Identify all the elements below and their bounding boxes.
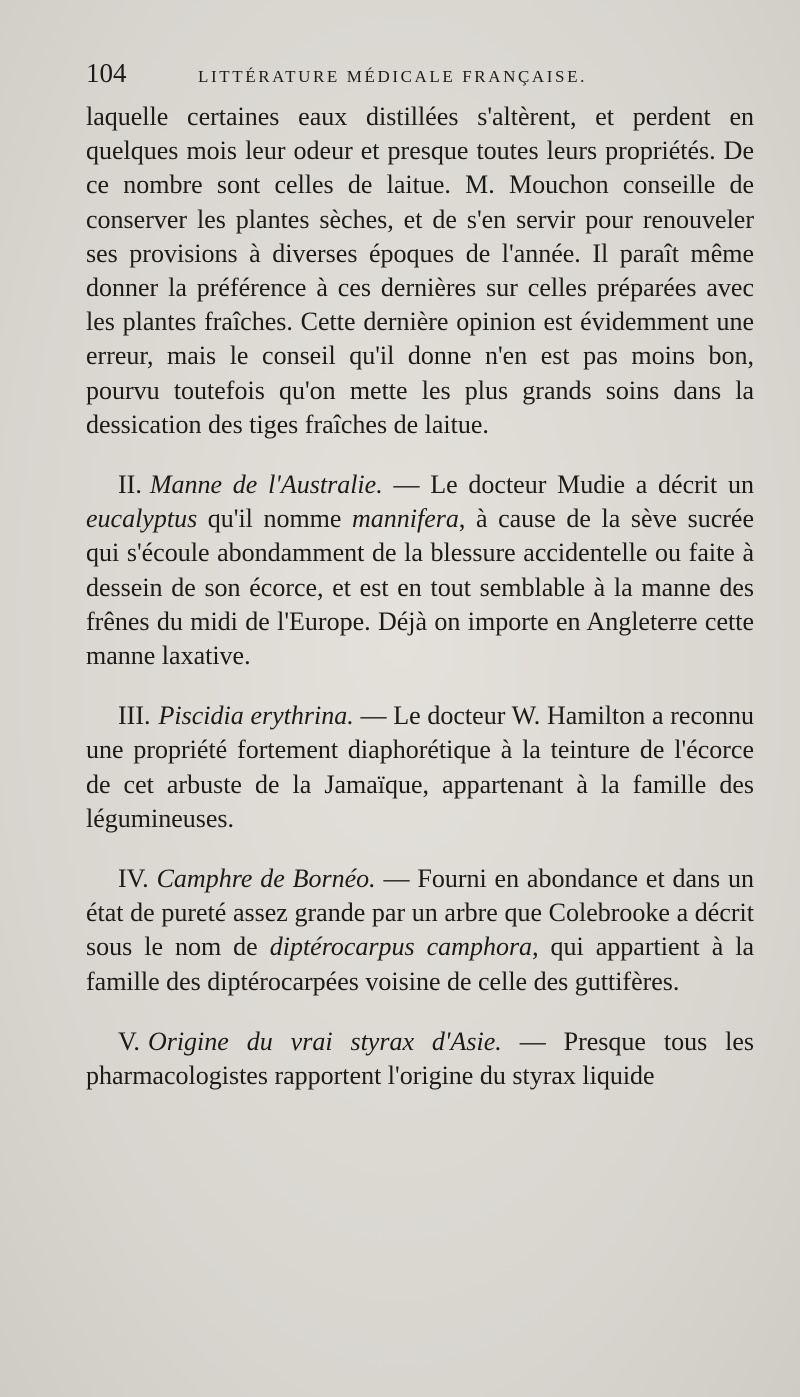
page-header: [86, 58, 760, 92]
paragraph-text: Presque tous les pharmacologistes rapportent l'origine du styrax liquide: [86, 1026, 754, 1091]
em-dash: —: [375, 864, 418, 894]
paragraph-text: , qui appartient à la famille des diptérocarpées voisine de celle des guttifères.: [86, 932, 754, 996]
section-number: II.: [118, 470, 142, 500]
section-manne-australie: [86, 468, 754, 673]
em-dash: —: [382, 470, 431, 500]
section-heading: Camphre de Bornéo.: [156, 864, 376, 894]
species-name: mannifera: [352, 504, 459, 534]
paragraph-text: Fourni en abondance et dans un état de pureté assez grande par un arbre que Colebrooke a décrit sous le nom de: [86, 864, 755, 962]
section-heading: Manne de l'Australie.: [149, 470, 383, 500]
section-styrax: [86, 1025, 754, 1093]
em-dash: —: [501, 1026, 564, 1056]
page-number: 104: [86, 58, 127, 88]
section-heading: Piscidia erythrina.: [158, 701, 354, 731]
paragraph-text: Le docteur Mudie a décrit un: [430, 470, 754, 500]
section-heading: Origine du vrai styrax d'Asie.: [147, 1026, 502, 1056]
em-dash: —: [353, 701, 394, 731]
paragraph-text: , à cause de la sève sucrée qui s'écoule abondamment de la blessure accidentelle ou faite à dessein de son écorce, et est en tout semblable à la manne des frênes du midi de l'Europe. Déjà on importe en Angleterre cette manne laxative.: [86, 504, 754, 671]
running-title: LITTÉRATURE MÉDICALE FRANÇAISE.: [198, 67, 587, 86]
body-text: [86, 100, 754, 1119]
section-number: III.: [118, 701, 151, 731]
section-camphre-borneo: [86, 862, 754, 999]
species-name: eucalyptus: [86, 504, 198, 534]
section-number: IV.: [118, 864, 149, 894]
paragraph-text: qu'il nomme: [197, 504, 353, 534]
section-piscidia: [86, 699, 754, 836]
paragraph-text: Le docteur W. Hamilton a reconnu une propriété fortement diaphorétique à la teinture de l'écorce de cet arbuste de la Jamaïque, appartenant à la famille des légumineuses.: [86, 701, 755, 833]
species-name: diptérocarpus camphora: [269, 932, 533, 962]
section-number: V.: [118, 1026, 140, 1056]
paragraph-text: laquelle certaines eaux distillées s'altèrent, et perdent en quelques mois leur odeur et presque toutes leurs propriétés. De ce nombre sont celles de laitue. M. Mouchon conseille de conserver les plantes sèches, et de s'en servir pour renouveler ses provisions à diverses époques de l'année. Il paraît même donner la préférence à ces dernières sur celles préparées avec les plantes fraîches. Cette dernière opinion est évidemment une erreur, mais le conseil qu'il donne n'en est pas moins bon, pourvu toutefois qu'on mette les plus grands soins dans la dessication des tiges fraîches de laitue.: [86, 102, 754, 439]
paragraph-continuation: [86, 100, 754, 442]
